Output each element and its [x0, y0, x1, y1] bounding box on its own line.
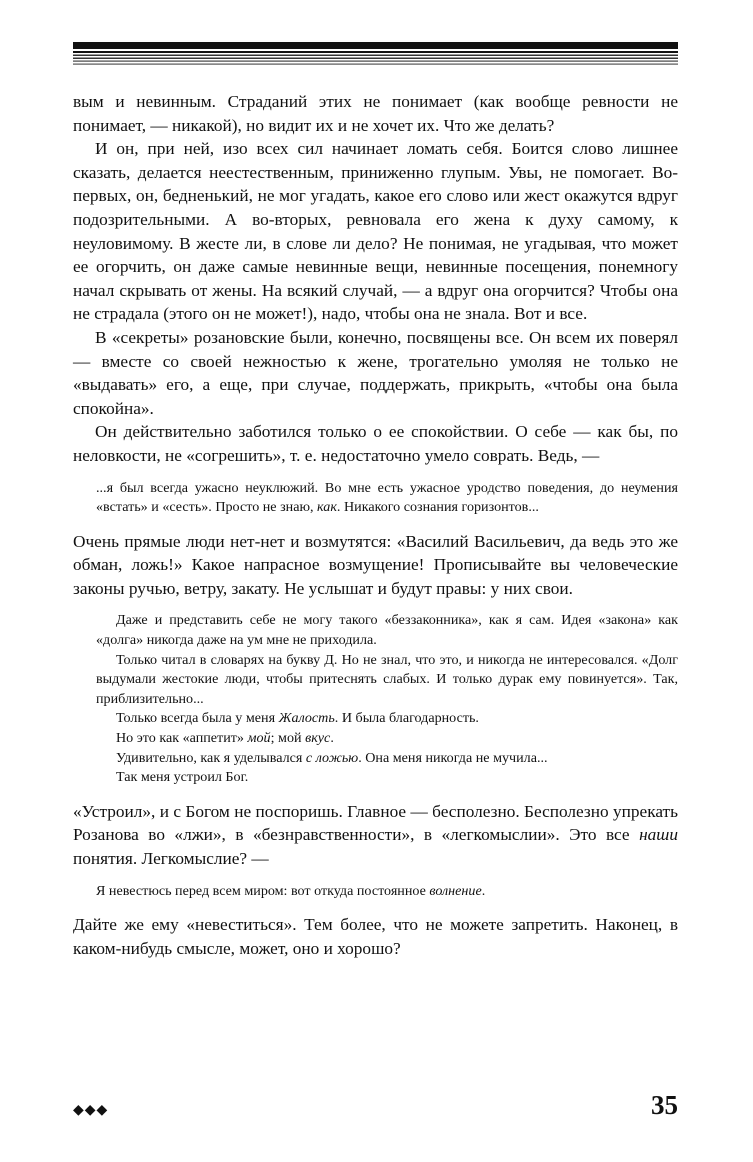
quote-2-line-3: Только всегда была у меня Жалость. И была благодарность. [116, 710, 479, 727]
quote-2-line-4: Но это как «аппетит» мой; мой вкус. [116, 730, 334, 747]
paragraph-5: Очень прямые люди нет-нет и возмутятся: «Василий Васильевич, да ведь это же обман, ложь!» Какое напрасное возмущение! Прописывайте вы человеческие законы ручью, ветру, закату. Не услышат и будут правы: у них свои. [73, 531, 678, 598]
paragraph-6: «Устроил», и с Богом не поспоришь. Главное — бесполезно. Бесполезно упрекать Розанова во «лжи», в «безнравственности», в «легкомыслии». Это все наши понятия. Легкомыслие? — [73, 801, 678, 868]
diamond-ornament-icon: ◆◆◆ [73, 1102, 109, 1118]
quote-2-line-1: Даже и представить себе не могу такого «беззаконника», как я сам. Идея «закона» как «долга» никогда даже на ум мне не приходила. [96, 612, 678, 649]
quote-2-line-5: Удивительно, как я уделывался с ложью. Она меня никогда не мучила... [116, 749, 548, 766]
paragraph-7: Дайте же ему «невеститься». Тем более, что не можете запретить. Наконец, в каком-нибудь смысле, может, оно и хорошо? [73, 915, 678, 958]
page-footer [73, 1092, 678, 1122]
paragraph-1: вым и невинным. Страданий этих не понимает (как вообще ревности не понимает, — никакой), но видит их и не хочет их. Что же делать? [73, 92, 678, 135]
quote-3 [73, 882, 678, 902]
paragraph-3: В «секреты» розановские были, конечно, посвящены все. Он всем их поверял — вместе со своей нежностью к жене, трогательно умоляя не только не «выдавать» его, а еще, при случае, поддержать, прикрыть, «чтобы она была спокойна». [73, 327, 678, 418]
quote-1-text: ...я был всегда ужасно неуклюжий. Во мне есть ужасное уродство поведения, до неумения «встать» и «сесть». Просто не знаю, как. Никакого сознания горизонтов... [96, 479, 678, 516]
quote-2-line-2: Только читал в словарях на букву Д. Но не знал, что это, и никогда не интересовался. «Долг выдумали жестокие люди, чтобы притеснять слабых. И только дурак ему повинуется». Так, приблизительно... [96, 651, 678, 707]
paragraph-4: Он действительно заботился только о ее спокойствии. О себе — как бы, по неловкости, не «согрешить», т. е. недостаточно умело соврать. Ведь, — [73, 422, 678, 465]
quote-2-line-6: Так меня устроил Бог. [116, 769, 249, 786]
paragraph-2: И он, при ней, изо всех сил начинает ломать себя. Боится слово лишнее сказать, делается неестественным, приниженно глупым. Увы, не помогает. Во-первых, он, бедненький, не мог угадать, какое его слово или жест окажутся вдруг подозрительными. А во-вторых, ревновала его жена к духу самому, к неуловимому. В жесте ли, в слове ли дело? Не понимая, не угадывая, что может ее огорчить, он даже самые невинные вещи, невинные посещения, понемногу начал скрывать от жены. На всякий случай, — а вдруг она огорчится? Чтобы она не страдала (этого он не может!), надо, чтобы она не знала. Вот и все. [73, 139, 678, 324]
page-number: 35 [651, 1090, 678, 1120]
header-rule [73, 42, 678, 68]
quote-3-text: Я невестюсь перед всем миром: вот откуда постоянное волнение. [96, 882, 486, 899]
quote-2 [73, 611, 678, 787]
page-body [73, 90, 678, 960]
quote-1 [73, 479, 678, 518]
